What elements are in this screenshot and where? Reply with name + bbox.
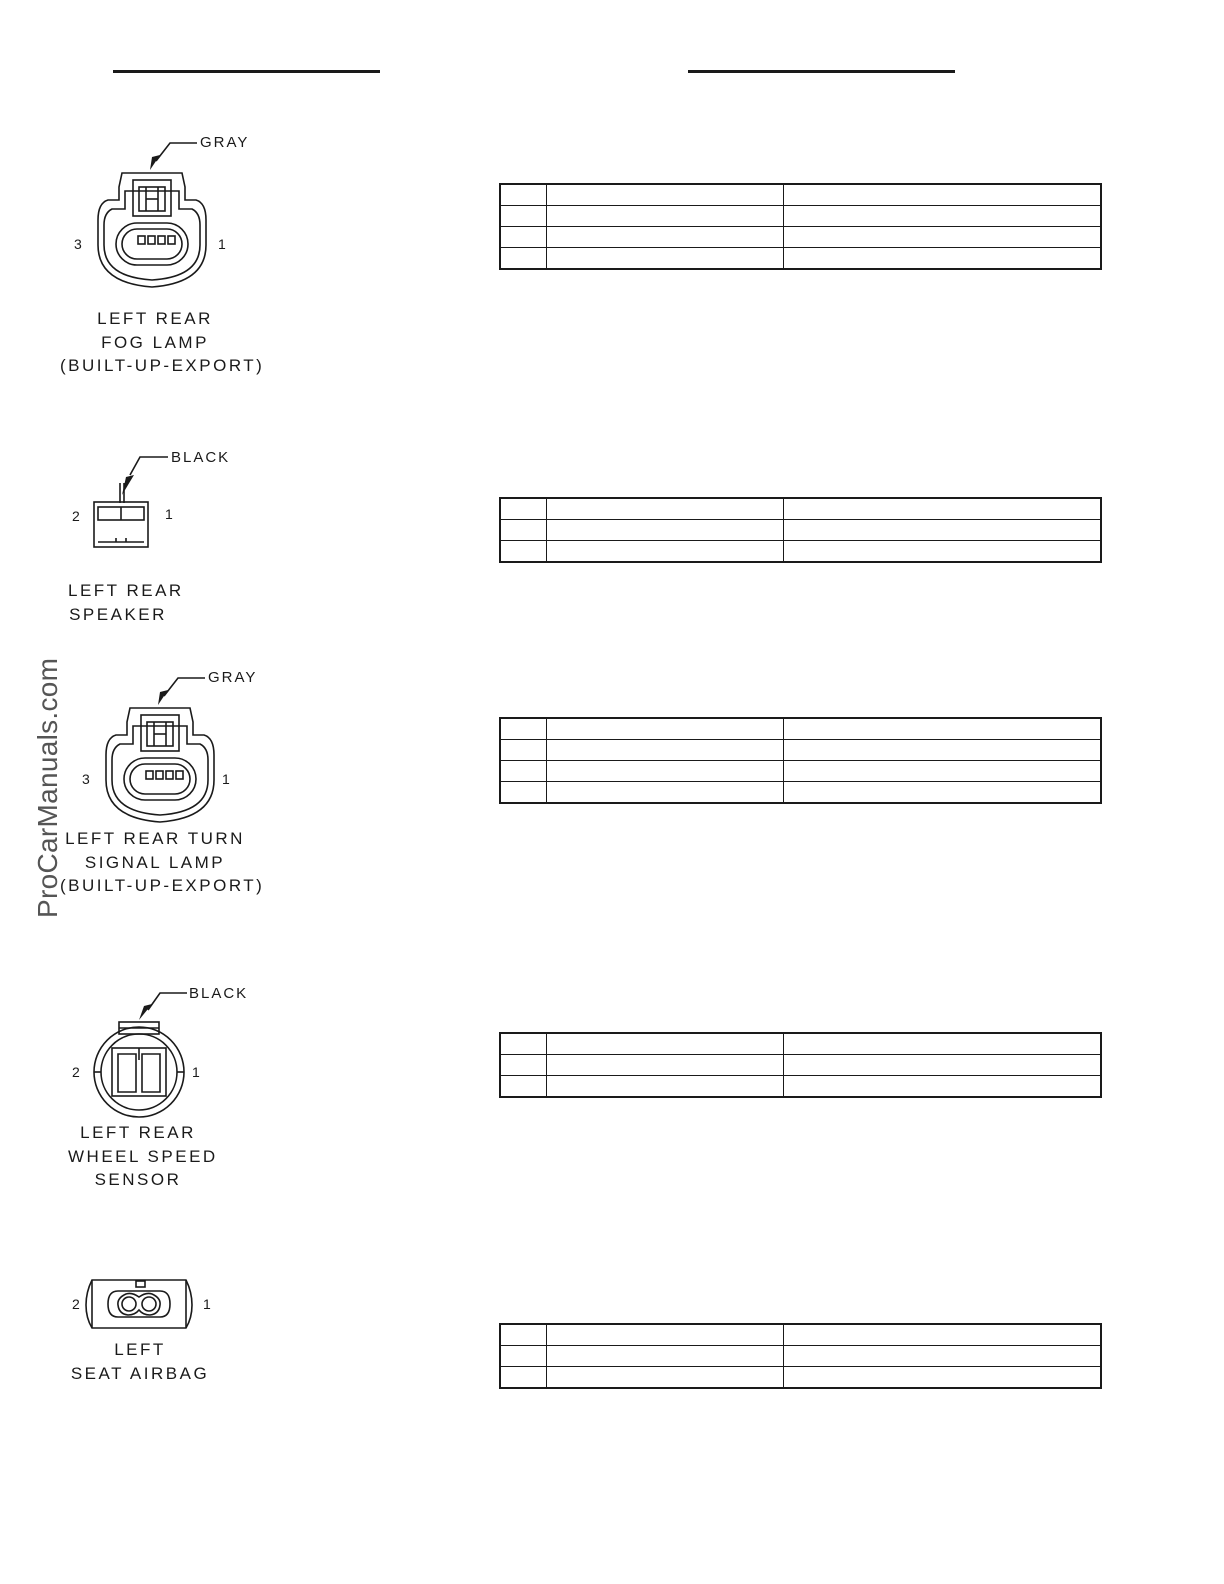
table-row <box>500 718 1101 740</box>
table-row <box>500 782 1101 804</box>
pin-label-right: 1 <box>218 236 226 252</box>
table-row <box>500 541 1101 563</box>
connector-diagram-wheel-speed <box>60 980 260 1120</box>
table-row <box>500 1055 1101 1076</box>
connector-diagram-speaker <box>60 445 240 555</box>
pin-table-turn-signal <box>499 717 1102 804</box>
table-row <box>500 1033 1101 1055</box>
table-row <box>500 761 1101 782</box>
connector-caption-speaker: LEFT REAR SPEAKER <box>68 581 184 624</box>
header-rule-right <box>688 70 955 73</box>
table-row <box>500 1367 1101 1389</box>
pin-table-speaker <box>499 497 1102 563</box>
connector-caption-seat-airbag: LEFT SEAT AIRBAG <box>70 1340 210 1383</box>
pin-label-left: 3 <box>82 771 90 787</box>
pin-label-right: 1 <box>192 1064 200 1080</box>
pin-label-right: 1 <box>222 771 230 787</box>
connector-color-label: BLACK <box>171 449 231 466</box>
pin-table-fog-lamp <box>499 183 1102 270</box>
wheel-speed-connector-icon <box>60 980 260 1120</box>
pin-table-wheel-speed <box>499 1032 1102 1098</box>
seat-airbag-connector-icon <box>60 1270 230 1340</box>
pin-label-left: 2 <box>72 1064 80 1080</box>
table-row <box>500 498 1101 520</box>
speaker-connector-icon <box>60 445 240 555</box>
pin-label-left: 3 <box>74 236 82 252</box>
turn-signal-connector-icon <box>68 660 268 830</box>
table-row <box>500 227 1101 248</box>
connector-diagram-seat-airbag <box>60 1270 230 1340</box>
table-row <box>500 1076 1101 1098</box>
watermark: ProCarManuals.com <box>32 657 63 918</box>
fog-lamp-connector-icon <box>60 125 260 295</box>
pin-label-left: 2 <box>72 1296 80 1312</box>
connector-color-label: BLACK <box>189 985 249 1002</box>
connector-diagram-turn-signal <box>68 660 268 830</box>
table-row <box>500 520 1101 541</box>
connector-diagram-fog-lamp <box>60 125 260 295</box>
connector-color-label: GRAY <box>208 669 258 686</box>
connector-caption-fog-lamp: LEFT REAR FOG LAMP (BUILT-UP-EXPORT) <box>60 309 265 375</box>
connector-color-label: GRAY <box>200 134 250 151</box>
pin-label-right: 1 <box>165 506 173 522</box>
pin-label-left: 2 <box>72 508 80 524</box>
connector-caption-wheel-speed: LEFT REAR WHEEL SPEED SENSOR <box>68 1123 218 1189</box>
table-row <box>500 206 1101 227</box>
pin-label-right: 1 <box>203 1296 211 1312</box>
connector-caption-turn-signal: LEFT REAR TURN SIGNAL LAMP (BUILT-UP-EXPORT) <box>60 829 265 895</box>
header-rule-left <box>113 70 380 73</box>
table-row <box>500 1324 1101 1346</box>
table-row <box>500 740 1101 761</box>
table-row <box>500 184 1101 206</box>
table-row <box>500 248 1101 270</box>
pin-table-seat-airbag <box>499 1323 1102 1389</box>
table-row <box>500 1346 1101 1367</box>
